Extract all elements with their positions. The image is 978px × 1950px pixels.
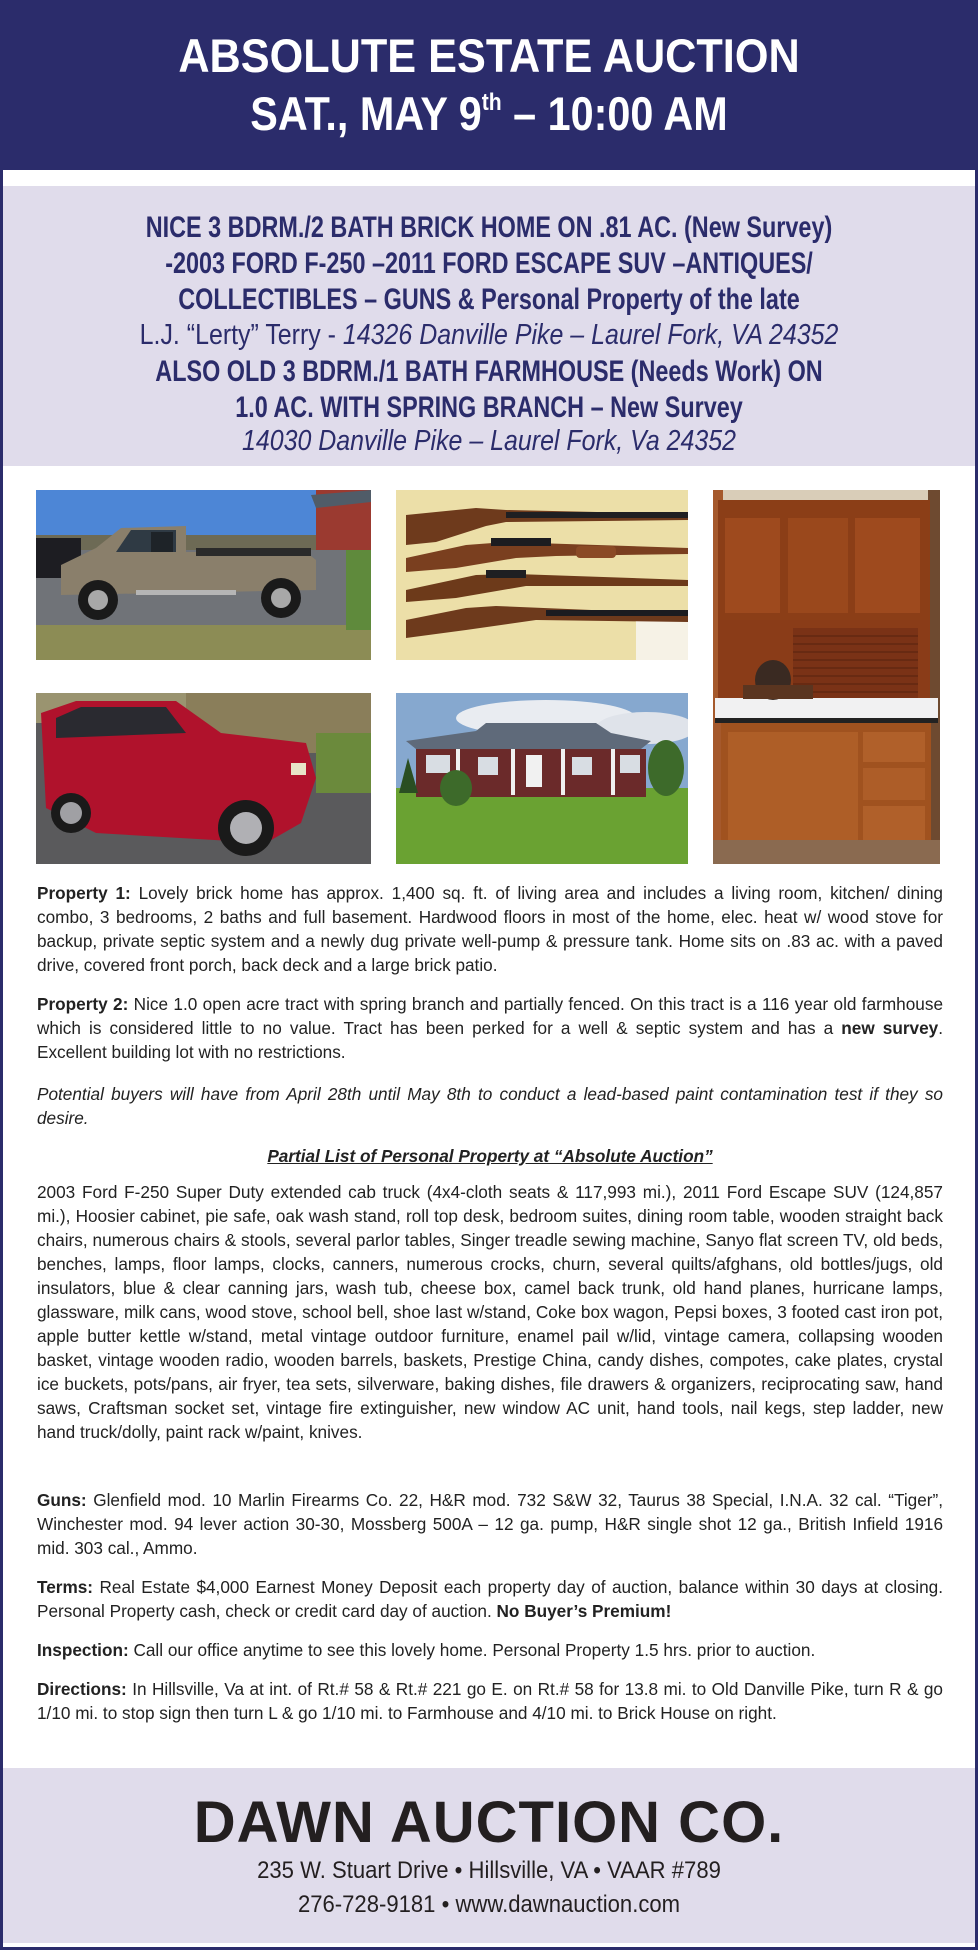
- headline-line-6: 1.0 AC. WITH SPRING BRANCH – New Survey: [235, 391, 743, 424]
- no-buyers-premium: No Buyer’s Premium!: [496, 1601, 672, 1621]
- date-ordinal: th: [481, 89, 502, 116]
- headline-line-2: -2003 FORD F-250 –2011 FORD ESCAPE SUV –ANTIQUES/: [165, 247, 813, 280]
- ford-f250-truck-photo: [36, 490, 371, 660]
- date-prefix: SAT., MAY 9: [250, 87, 482, 140]
- flyer-content: [3, 170, 975, 1947]
- inspection-section: [37, 1638, 943, 1662]
- brick-house-photo: [396, 693, 688, 864]
- owner-name: L.J. “Lerty” Terry -: [139, 319, 343, 351]
- guns-label: Guns:: [37, 1490, 87, 1510]
- headline-owner-address: [71, 318, 907, 352]
- footer-panel: [3, 1768, 975, 1943]
- directions-section: [37, 1677, 943, 1725]
- guns-photo: [396, 490, 688, 660]
- personal-property-title: Partial List of Personal Property at “Absolute Auction”: [267, 1146, 713, 1166]
- headline-panel: [3, 186, 975, 466]
- property-1-description: [37, 881, 943, 977]
- property1-address: 14326 Danville Pike – Laurel Fork, VA 24352: [342, 319, 839, 351]
- hoosier-cabinet-photo: [713, 490, 940, 864]
- guns-section: [37, 1488, 943, 1560]
- property-2-text: Nice 1.0 open acre tract with spring branch and partially fenced. On this tract is a 116 year old farmhouse which is considered little to no value. Tract has been perked for a well & septic system and has a: [37, 994, 943, 1038]
- property2-address: [71, 424, 907, 458]
- auction-date: [59, 86, 920, 142]
- flyer-title: ABSOLUTE ESTATE AUCTION: [178, 29, 800, 82]
- property-1-label: Property 1:: [37, 883, 131, 903]
- inspection-text: Call our office anytime to see this lovely home. Personal Property 1.5 hrs. prior to auction.: [128, 1640, 816, 1660]
- property-2-label: Property 2:: [37, 994, 129, 1014]
- header-banner: [0, 0, 978, 170]
- headline-line-3: COLLECTIBLES – GUNS & Personal Property of the late: [178, 283, 800, 316]
- ford-escape-suv-photo: [36, 693, 371, 864]
- property-1-text: Lovely brick home has approx. 1,400 sq. ft. of living area and includes a living room, kitchen/ dining combo, 3 bedrooms, 2 baths and full basement. Hardwood floors in most of the home, elec. heat w/ wood stove for backup, private septic system and a newly dug private well-pump & pressure tank. Home sits on .83 ac. with a paved drive, covered front porch, back deck and a large brick patio.: [37, 883, 943, 975]
- headline-line-5: ALSO OLD 3 BDRM./1 BATH FARMHOUSE (Needs Work) ON: [155, 355, 823, 388]
- new-survey-emphasis: new survey: [841, 1018, 939, 1038]
- terms-label: Terms:: [37, 1577, 94, 1597]
- inspection-label: Inspection:: [37, 1640, 129, 1660]
- personal-property-heading: [37, 1144, 943, 1168]
- guns-text: Glenfield mod. 10 Marlin Firearms Co. 22, H&R mod. 732 S&W 32, Taurus 38 Special, I.N.A. 32 cal. “Tiger”, Winchester mod. 94 lever action 30-30, Mossberg 500A – 12 ga. pump, H&R single shot 12 ga., British Infield 1916 mid. 303 cal., Ammo.: [37, 1490, 943, 1558]
- terms-text: Real Estate $4,000 Earnest Money Deposit each property day of auction, balance within 30 days at closing. Personal Property cash, check or credit card day of auction.: [37, 1577, 943, 1621]
- personal-property-list: 2003 Ford F-250 Super Duty extended cab truck (4x4-cloth seats & 117,993 mi.), 2011 Ford Escape SUV (124,857 mi.), Hoosier cabinet, pie safe, oak wash stand, roll top desk, bedroom suites, dining room table, wooden straight back chairs, numerous chairs & stools, several parlor tables, Singer treadle sewing machine, Sanyo flat screen TV, old beds, benches, lamps, floor lamps, clocks, canners, numerous crocks, churn, several quilts/afghans, old bottles/jugs, old insulators, blue & clear canning jars, wash tub, cheese box, camel back trunk, old hand planes, hurricane lamps, glassware, milk cans, wood stove, school bell, shoe last w/stand, Coke box wagon, Pepsi boxes, 3 footed cast iron pot, apple butter kettle w/stand, metal vintage outdoor furniture, enamel pail w/lid, vintage camera, collapsing wooden basket, vintage wooden radio, wooden barrels, baskets, Prestige China, candy dishes, compotes, cake plates, crystal ice buckets, pots/pans, air fryer, tea sets, silverware, baking dishes, file drawers & organizers, reciprocating saw, hand saws, Craftsman socket set, vintage fire extinguisher, new window AC unit, hand tools, nail kegs, step ladder, new hand truck/dolly, paint rack w/paint, knives.: [37, 1182, 943, 1442]
- lead-paint-note: Potential buyers will have from April 28th until May 8th to conduct a lead-based paint contamination test if they so desire.: [37, 1084, 943, 1128]
- headline-line-1: NICE 3 BDRM./2 BATH BRICK HOME ON .81 AC. (New Survey): [145, 211, 833, 244]
- terms-section: [37, 1575, 943, 1623]
- property-2-description: [37, 992, 943, 1064]
- property-2-text-end: . Excellent building lot with no restrictions.: [37, 1018, 943, 1062]
- directions-label: Directions:: [37, 1679, 127, 1699]
- company-address: 235 W. Stuart Drive • Hillsville, VA • VAAR #789: [257, 1857, 721, 1884]
- company-name: DAWN AUCTION CO.: [193, 1790, 785, 1855]
- directions-text: In Hillsville, Va at int. of Rt.# 58 & Rt.# 221 go E. on Rt.# 58 for 13.8 mi. to Old Danville Pike, turn R & go 1/10 mi. to stop sign then turn L & go 1/10 mi. to Farmhouse and 4/10 mi. to Brick House on right.: [37, 1679, 943, 1723]
- date-time: – 10:00 AM: [501, 87, 728, 140]
- property2-address-text: 14030 Danville Pike – Laurel Fork, Va 24352: [241, 425, 737, 457]
- company-contact[interactable]: 276-728-9181 • www.dawnauction.com: [297, 1891, 681, 1918]
